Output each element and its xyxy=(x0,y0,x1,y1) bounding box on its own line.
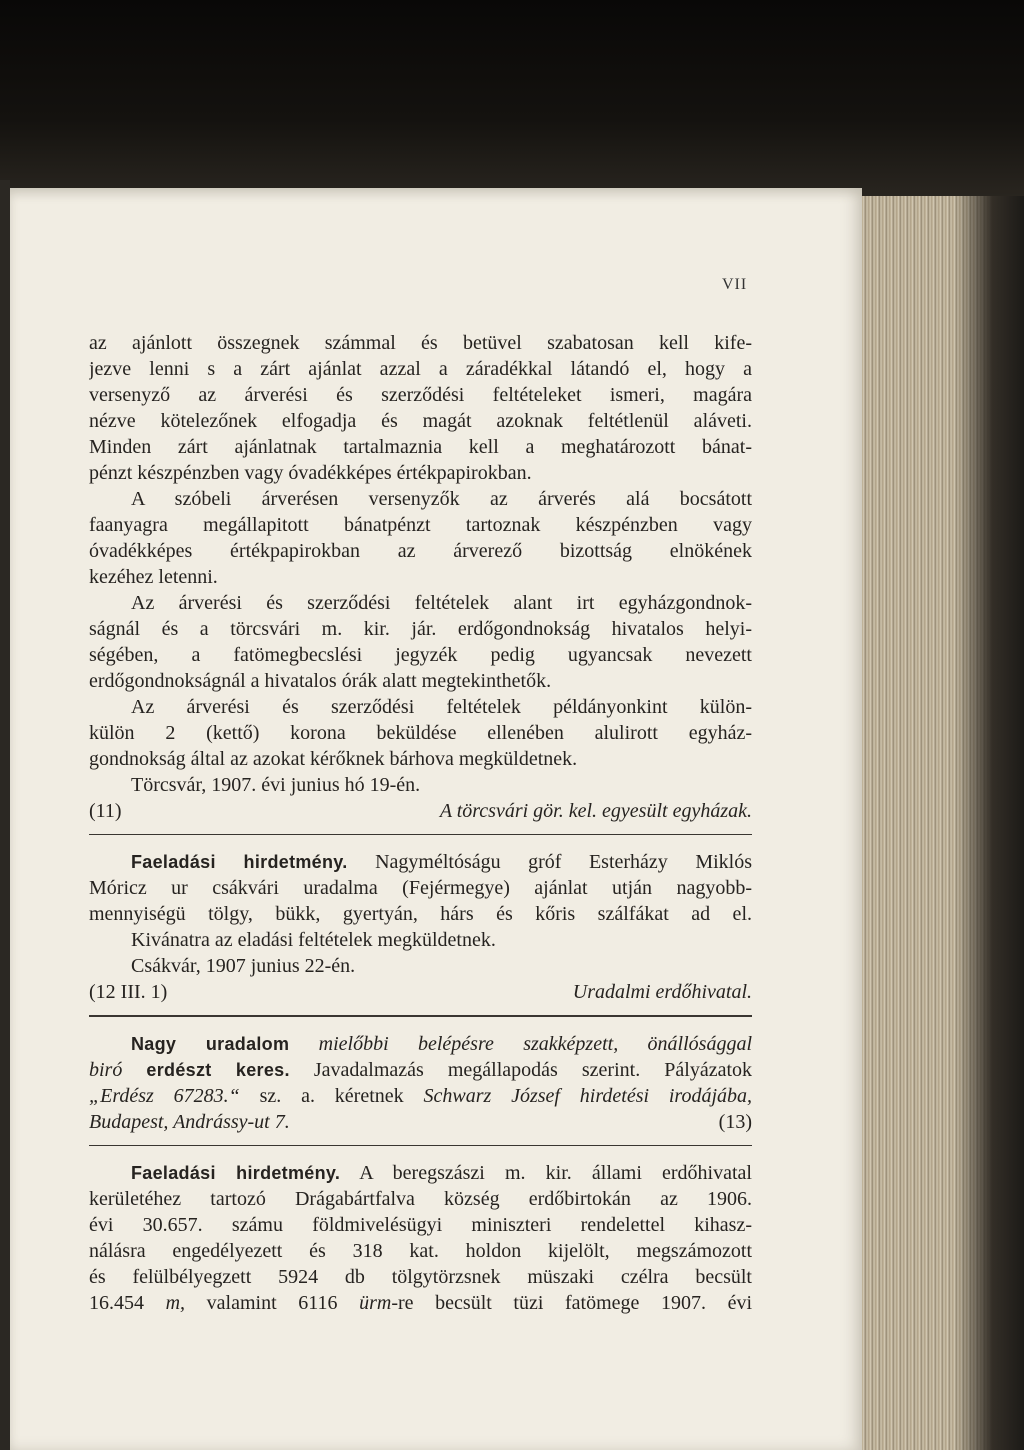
notice-heading: Faeladási hirdetmény. xyxy=(131,852,348,872)
text-line: Minden zárt ajánlatnak tartalmaznia kell a meghatározott bánat- xyxy=(89,436,752,458)
page-number: VII xyxy=(722,276,748,293)
notice-number: (13) xyxy=(718,1111,752,1133)
book-page-edges xyxy=(862,196,1024,1450)
section-timber-sale-csakvar xyxy=(89,849,752,1005)
text-line: jezve lenni s a zárt ajánlat azzal a záradékkal látandó el, hogy a xyxy=(89,358,752,380)
page-text-body xyxy=(89,330,752,1316)
advert-heading: Nagy uradalom xyxy=(131,1034,290,1054)
text-line xyxy=(89,849,752,875)
text-fragment: valamint 6116 xyxy=(206,1292,338,1314)
text-line: nálásra engedélyezett és 318 kat. holdon kijelölt, megszámozott xyxy=(89,1240,752,1262)
text-line: ségében, a fatömegbecslési jegyzék pedig ugyancsak nevezett xyxy=(89,644,752,666)
text-line: Kivánatra az eladási feltételek megküldetnek. xyxy=(131,929,496,951)
text-fragment: biró xyxy=(89,1059,123,1081)
text-line xyxy=(89,1290,752,1316)
signature-line xyxy=(89,1109,752,1135)
text-line xyxy=(89,1031,752,1057)
text-fragment: Nagyméltóságu gróf Esterházy Miklós xyxy=(375,851,752,873)
signature-line xyxy=(89,798,752,824)
text-fragment: „Erdész 67283.“ xyxy=(89,1085,240,1107)
text-line: külön 2 (kettő) korona beküldése ellenében alulirott egyház- xyxy=(89,722,752,744)
text-line: faanyagra megállapitott bánatpénzt tartoznak készpénzben vagy xyxy=(89,514,752,536)
notice-number: (11) xyxy=(89,800,122,822)
text-fragment: 16.454 xyxy=(89,1292,144,1314)
unit-m3: m, xyxy=(165,1292,186,1314)
signatory: A törcsvári gör. kel. egyesült egyházak. xyxy=(439,800,752,822)
scan-background-top xyxy=(0,0,1024,200)
book-left-edge xyxy=(0,180,10,1450)
signature-line xyxy=(89,979,752,1005)
section-timber-sale-beregszasz xyxy=(89,1160,752,1316)
unit-urm: ürm xyxy=(359,1292,392,1314)
text-fragment: A beregszászi m. kir. állami erdőhivatal xyxy=(359,1162,752,1184)
section-auction-terms xyxy=(89,330,752,824)
divider xyxy=(89,1015,752,1017)
text-line: kezéhez letenni. xyxy=(89,566,218,588)
text-fragment: Schwarz József hirdetési irodájába, xyxy=(423,1085,752,1107)
text-fragment: sz. a. kéretnek xyxy=(259,1085,404,1107)
text-line: ságnál és a törcsvári m. kir. jár. erdőgondnokság hivatalos helyi- xyxy=(89,618,752,640)
text-line: pénzt készpénzben vagy óvadékképes értékpapirokban. xyxy=(89,462,532,484)
advertiser-address: Budapest, Andrássy-ut 7. xyxy=(89,1111,290,1133)
text-line: A szóbeli árverésen versenyzők az árverés alá bocsátott xyxy=(131,488,752,510)
divider xyxy=(89,834,752,835)
text-line: Törcsvár, 1907. évi junius hó 19-én. xyxy=(131,774,421,796)
text-line: óvadékképes értékpapirokban az árverező bizottság elnökének xyxy=(89,540,752,562)
divider xyxy=(89,1145,752,1146)
text-line: nézve kötelezőnek elfogadja és magát azoknak feltétlenül aláveti. xyxy=(89,410,752,432)
text-line: gondnokság által az azokat kérőknek bárhova megküldetnek. xyxy=(89,748,578,770)
text-line xyxy=(89,1057,752,1083)
text-line xyxy=(89,1083,752,1109)
notice-number: (12 III. 1) xyxy=(89,981,168,1003)
text-line: és felülbélyegzett 5924 db tölgytörzsnek müszaki czélra becsült xyxy=(89,1266,752,1288)
text-line: mennyiségü tölgy, bükk, gyertyán, hárs és kőris szálfákat ad el. xyxy=(89,903,752,925)
text-line: erdőgondnokságnál a hivatalos órák alatt megtekinthetők. xyxy=(89,670,552,692)
text-fragment: -re becsült tüzi fatömege 1907. évi xyxy=(391,1292,752,1314)
section-job-advert xyxy=(89,1031,752,1135)
text-line: versenyző az árverési és szerződési feltételeket ismeri, magára xyxy=(89,384,752,406)
text-fragment: erdészt keres. xyxy=(146,1060,290,1080)
text-line xyxy=(89,1160,752,1186)
text-line: Móricz ur csákvári uradalma (Fejérmegye) ajánlat utján nagyobb- xyxy=(89,877,752,899)
text-fragment: Javadalmazás megállapodás szerint. Pályázatok xyxy=(313,1059,752,1081)
text-line: Az árverési és szerződési feltételek példányonkint külön- xyxy=(131,696,752,718)
text-line: kerületéhez tartozó Drágabártfalva község erdőbirtokán az 1906. xyxy=(89,1188,752,1210)
signatory: Uradalmi erdőhivatal. xyxy=(572,981,752,1003)
text-line: Csákvár, 1907 junius 22-én. xyxy=(131,955,356,977)
text-line: az ajánlott összegnek számmal és betüvel szabatosan kell kife- xyxy=(89,332,752,354)
text-line: Az árverési és szerződési feltételek alant irt egyházgondnok- xyxy=(131,592,752,614)
text-line: évi 30.657. számu földmivelésügyi miniszteri rendelettel kihasz- xyxy=(89,1214,752,1236)
notice-heading: Faeladási hirdetmény. xyxy=(131,1163,341,1183)
text-fragment: mielőbbi belépésre szakképzett, önállósággal xyxy=(318,1033,752,1055)
